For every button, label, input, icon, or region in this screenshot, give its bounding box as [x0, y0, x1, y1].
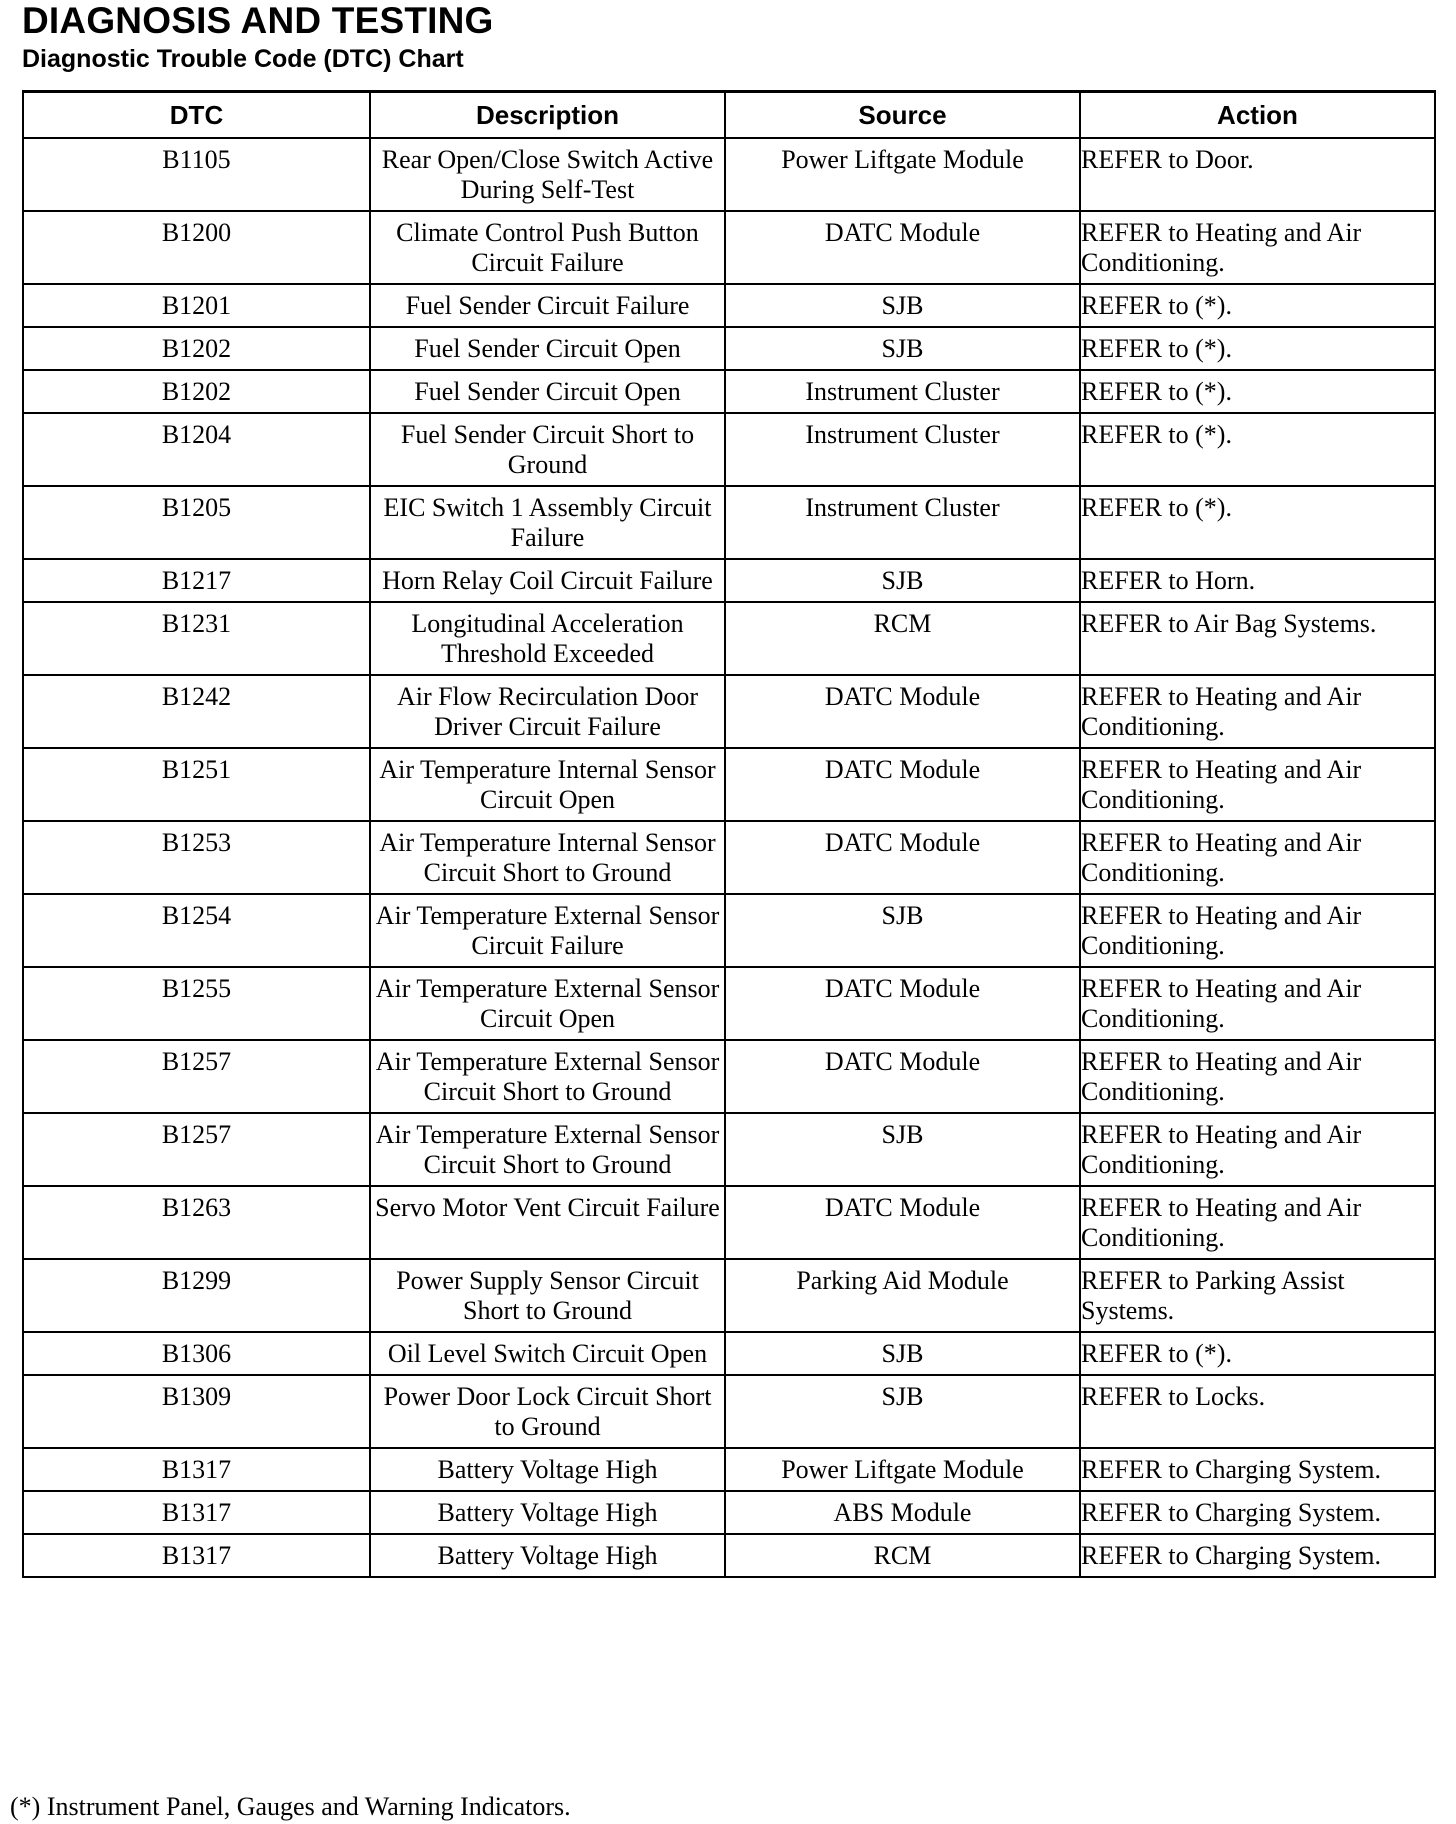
header-dtc: DTC: [23, 92, 370, 139]
description-cell: Air Temperature External Sensor Circuit Short to Ground: [370, 1040, 725, 1113]
action-cell: REFER to Heating and Air Conditioning.: [1080, 821, 1435, 894]
action-cell: REFER to Heating and Air Conditioning.: [1080, 967, 1435, 1040]
table-row: [23, 967, 1435, 1040]
source-cell: DATC Module: [725, 821, 1080, 894]
table-row: [23, 284, 1435, 327]
action-cell: REFER to Charging System.: [1080, 1534, 1435, 1577]
action-cell: REFER to Parking Assist Systems.: [1080, 1259, 1435, 1332]
source-cell: DATC Module: [725, 675, 1080, 748]
action-cell: REFER to (*).: [1080, 327, 1435, 370]
source-cell: Instrument Cluster: [725, 413, 1080, 486]
action-cell: REFER to Heating and Air Conditioning.: [1080, 748, 1435, 821]
page-title: DIAGNOSIS AND TESTING: [22, 0, 494, 41]
dtc-cell: B1105: [23, 138, 370, 211]
dtc-cell: B1253: [23, 821, 370, 894]
table-row: [23, 138, 1435, 211]
action-cell: REFER to (*).: [1080, 1332, 1435, 1375]
source-cell: RCM: [725, 1534, 1080, 1577]
source-cell: DATC Module: [725, 1040, 1080, 1113]
description-cell: Horn Relay Coil Circuit Failure: [370, 559, 725, 602]
footnote: (*) Instrument Panel, Gauges and Warning Indicators.: [10, 1792, 571, 1821]
table-row: [23, 327, 1435, 370]
dtc-cell: B1205: [23, 486, 370, 559]
description-cell: Longitudinal Acceleration Threshold Exceeded: [370, 602, 725, 675]
description-cell: Fuel Sender Circuit Open: [370, 370, 725, 413]
dtc-cell: B1317: [23, 1448, 370, 1491]
source-cell: SJB: [725, 559, 1080, 602]
action-cell: REFER to Heating and Air Conditioning.: [1080, 894, 1435, 967]
dtc-cell: B1200: [23, 211, 370, 284]
action-cell: REFER to Charging System.: [1080, 1448, 1435, 1491]
action-cell: REFER to Locks.: [1080, 1375, 1435, 1448]
source-cell: Instrument Cluster: [725, 486, 1080, 559]
dtc-cell: B1217: [23, 559, 370, 602]
dtc-cell: B1317: [23, 1534, 370, 1577]
source-cell: SJB: [725, 1113, 1080, 1186]
description-cell: Rear Open/Close Switch Active During Self-Test: [370, 138, 725, 211]
dtc-cell: B1251: [23, 748, 370, 821]
source-cell: DATC Module: [725, 967, 1080, 1040]
source-cell: SJB: [725, 894, 1080, 967]
table-row: [23, 1040, 1435, 1113]
dtc-cell: B1257: [23, 1040, 370, 1113]
table-row: [23, 413, 1435, 486]
table-row: [23, 1491, 1435, 1534]
table-row: [23, 370, 1435, 413]
description-cell: Air Temperature External Sensor Circuit Failure: [370, 894, 725, 967]
source-cell: RCM: [725, 602, 1080, 675]
description-cell: Servo Motor Vent Circuit Failure: [370, 1186, 725, 1259]
table-row: [23, 1448, 1435, 1491]
table-row: [23, 1186, 1435, 1259]
table-row: [23, 675, 1435, 748]
description-cell: Power Supply Sensor Circuit Short to Ground: [370, 1259, 725, 1332]
action-cell: REFER to Heating and Air Conditioning.: [1080, 1040, 1435, 1113]
dtc-cell: B1263: [23, 1186, 370, 1259]
source-cell: DATC Module: [725, 211, 1080, 284]
action-cell: REFER to Heating and Air Conditioning.: [1080, 675, 1435, 748]
dtc-cell: B1231: [23, 602, 370, 675]
header-source: Source: [725, 92, 1080, 139]
table-row: [23, 602, 1435, 675]
table-row: [23, 1259, 1435, 1332]
description-cell: Oil Level Switch Circuit Open: [370, 1332, 725, 1375]
source-cell: SJB: [725, 284, 1080, 327]
header-action: Action: [1080, 92, 1435, 139]
dtc-cell: B1254: [23, 894, 370, 967]
source-cell: SJB: [725, 1332, 1080, 1375]
dtc-cell: B1299: [23, 1259, 370, 1332]
table-row: [23, 559, 1435, 602]
action-cell: REFER to (*).: [1080, 486, 1435, 559]
dtc-cell: B1201: [23, 284, 370, 327]
source-cell: Instrument Cluster: [725, 370, 1080, 413]
action-cell: REFER to Charging System.: [1080, 1491, 1435, 1534]
description-cell: Climate Control Push Button Circuit Failure: [370, 211, 725, 284]
description-cell: Air Flow Recirculation Door Driver Circuit Failure: [370, 675, 725, 748]
description-cell: EIC Switch 1 Assembly Circuit Failure: [370, 486, 725, 559]
source-cell: ABS Module: [725, 1491, 1080, 1534]
table-row: [23, 1375, 1435, 1448]
table-row: [23, 821, 1435, 894]
dtc-cell: B1242: [23, 675, 370, 748]
dtc-cell: B1202: [23, 327, 370, 370]
source-cell: Power Liftgate Module: [725, 1448, 1080, 1491]
dtc-cell: B1306: [23, 1332, 370, 1375]
source-cell: DATC Module: [725, 1186, 1080, 1259]
table-row: [23, 748, 1435, 821]
chart-subtitle: Diagnostic Trouble Code (DTC) Chart: [22, 45, 464, 73]
table-row: [23, 486, 1435, 559]
action-cell: REFER to Door.: [1080, 138, 1435, 211]
action-cell: REFER to Heating and Air Conditioning.: [1080, 211, 1435, 284]
source-cell: DATC Module: [725, 748, 1080, 821]
description-cell: Fuel Sender Circuit Failure: [370, 284, 725, 327]
table-row: [23, 1113, 1435, 1186]
description-cell: Battery Voltage High: [370, 1534, 725, 1577]
table-body: [23, 138, 1435, 1577]
dtc-cell: B1255: [23, 967, 370, 1040]
description-cell: Fuel Sender Circuit Open: [370, 327, 725, 370]
description-cell: Air Temperature Internal Sensor Circuit Open: [370, 748, 725, 821]
action-cell: REFER to (*).: [1080, 413, 1435, 486]
header-description: Description: [370, 92, 725, 139]
action-cell: REFER to (*).: [1080, 284, 1435, 327]
description-cell: Air Temperature External Sensor Circuit Open: [370, 967, 725, 1040]
description-cell: Air Temperature External Sensor Circuit Short to Ground: [370, 1113, 725, 1186]
action-cell: REFER to (*).: [1080, 370, 1435, 413]
description-cell: Air Temperature Internal Sensor Circuit Short to Ground: [370, 821, 725, 894]
dtc-cell: B1309: [23, 1375, 370, 1448]
source-cell: Parking Aid Module: [725, 1259, 1080, 1332]
table-row: [23, 1534, 1435, 1577]
description-cell: Battery Voltage High: [370, 1491, 725, 1534]
table-row: [23, 211, 1435, 284]
action-cell: REFER to Air Bag Systems.: [1080, 602, 1435, 675]
description-cell: Battery Voltage High: [370, 1448, 725, 1491]
dtc-cell: B1202: [23, 370, 370, 413]
dtc-table: [22, 90, 1436, 1578]
dtc-cell: B1317: [23, 1491, 370, 1534]
source-cell: SJB: [725, 327, 1080, 370]
source-cell: Power Liftgate Module: [725, 138, 1080, 211]
action-cell: REFER to Horn.: [1080, 559, 1435, 602]
table-header-row: [23, 92, 1435, 139]
dtc-cell: B1204: [23, 413, 370, 486]
action-cell: REFER to Heating and Air Conditioning.: [1080, 1113, 1435, 1186]
source-cell: SJB: [725, 1375, 1080, 1448]
table-row: [23, 894, 1435, 967]
description-cell: Fuel Sender Circuit Short to Ground: [370, 413, 725, 486]
description-cell: Power Door Lock Circuit Short to Ground: [370, 1375, 725, 1448]
table-row: [23, 1332, 1435, 1375]
action-cell: REFER to Heating and Air Conditioning.: [1080, 1186, 1435, 1259]
dtc-cell: B1257: [23, 1113, 370, 1186]
